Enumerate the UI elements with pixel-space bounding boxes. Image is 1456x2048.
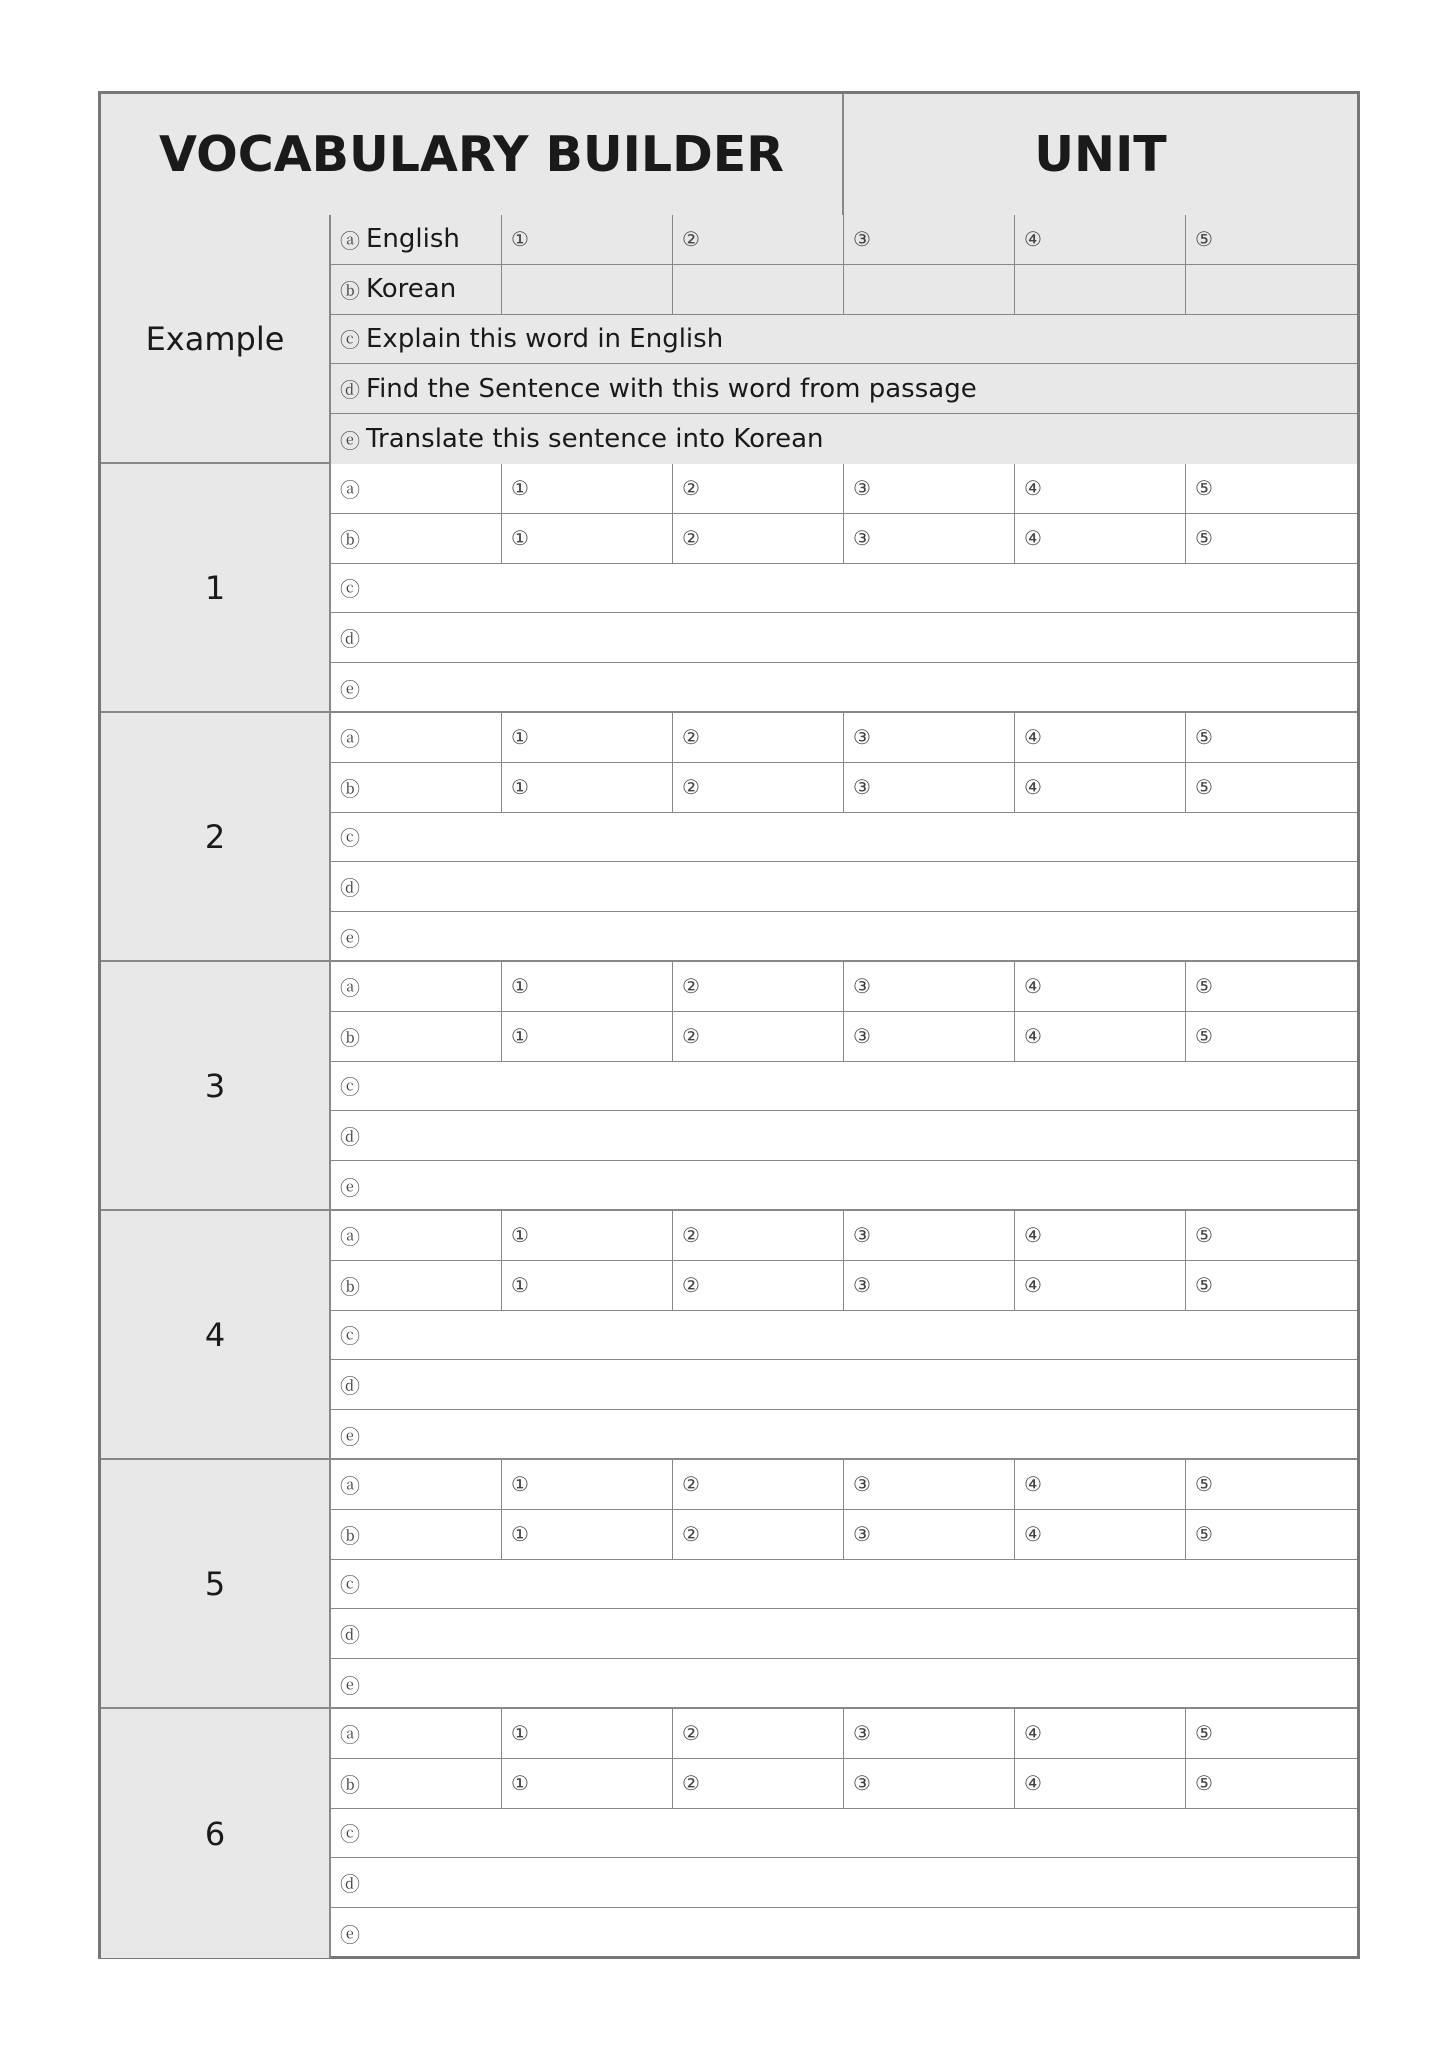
answer-cell[interactable]: [844, 1261, 1015, 1310]
korean-answer-cell[interactable]: [331, 514, 502, 563]
answer-cell[interactable]: [1015, 1460, 1186, 1509]
sentence-row[interactable]: [331, 1360, 1357, 1410]
item-block: [101, 713, 1357, 962]
answer-cell[interactable]: [502, 464, 673, 513]
answer-cell[interactable]: [502, 713, 673, 762]
answer-cell[interactable]: [1186, 1261, 1357, 1310]
num-3: ③: [853, 1721, 871, 1746]
unit-cell[interactable]: [844, 94, 1357, 215]
korean-label: Korean: [366, 274, 457, 305]
marker-a: ⓐ: [340, 477, 360, 502]
example-row-find: [331, 364, 1357, 414]
marker-b: ⓑ: [340, 1274, 360, 1299]
answer-cell[interactable]: [673, 763, 844, 812]
marker-d: ⓓ: [340, 1125, 360, 1150]
english-label: English: [366, 224, 460, 255]
num-4: ④: [1024, 1771, 1042, 1796]
english-row: [331, 962, 1357, 1012]
translation-row[interactable]: [331, 1410, 1357, 1460]
num-2: ②: [682, 1472, 700, 1497]
num-5: ⑤: [1195, 1721, 1213, 1746]
item-number: 2: [101, 713, 331, 960]
num-3: ③: [853, 1024, 871, 1049]
num-3: ③: [853, 1223, 871, 1248]
num-2: ②: [682, 1522, 700, 1547]
answer-cell[interactable]: [1015, 1759, 1186, 1808]
num-2: ②: [682, 476, 700, 501]
marker-a: ⓐ: [340, 726, 360, 751]
english-answer-cell[interactable]: [331, 464, 502, 513]
answer-cell[interactable]: [844, 1709, 1015, 1758]
answer-cell[interactable]: [1186, 713, 1357, 762]
answer-cell[interactable]: [673, 1759, 844, 1808]
answer-cell[interactable]: [673, 713, 844, 762]
korean-row: [331, 1510, 1357, 1560]
answer-cell[interactable]: [502, 1709, 673, 1758]
answer-cell[interactable]: [673, 1460, 844, 1509]
marker-e: ⓔ: [340, 428, 360, 453]
marker-a: ⓐ: [340, 1224, 360, 1249]
marker-e: ⓔ: [340, 1175, 360, 1200]
answer-cell[interactable]: [673, 962, 844, 1011]
english-answer-cell[interactable]: [331, 962, 502, 1011]
english-answer-cell[interactable]: [331, 713, 502, 762]
explain-row[interactable]: [331, 1311, 1357, 1361]
num-5: ⑤: [1195, 227, 1213, 252]
num-3: ③: [853, 775, 871, 800]
translation-row[interactable]: [331, 1659, 1357, 1709]
num-2: ②: [682, 526, 700, 551]
explain-row[interactable]: [331, 813, 1357, 863]
num-5: ⑤: [1195, 1522, 1213, 1547]
korean-row: [331, 1012, 1357, 1062]
num-4: ④: [1024, 974, 1042, 999]
marker-e: ⓔ: [340, 677, 360, 702]
num-1: ①: [511, 974, 529, 999]
english-row: [331, 1709, 1357, 1759]
num-3: ③: [853, 227, 871, 252]
answer-cell[interactable]: [502, 1460, 673, 1509]
item-number: 6: [101, 1709, 331, 1958]
sentence-row[interactable]: [331, 862, 1357, 912]
explain-label: Explain this word in English: [366, 323, 724, 354]
num-2: ②: [682, 1721, 700, 1746]
num-1: ①: [511, 526, 529, 551]
translation-row[interactable]: [331, 663, 1357, 713]
answer-cell[interactable]: [844, 1211, 1015, 1260]
answer-cell[interactable]: [1186, 1211, 1357, 1260]
sentence-row[interactable]: [331, 1111, 1357, 1161]
example-row-korean: [331, 265, 1357, 315]
marker-b: ⓑ: [340, 278, 360, 303]
answer-cell[interactable]: [502, 1211, 673, 1260]
num-1: ①: [511, 1522, 529, 1547]
answer-cell[interactable]: [673, 1211, 844, 1260]
answer-cell[interactable]: [1186, 514, 1357, 563]
answer-cell[interactable]: [1015, 1261, 1186, 1310]
num-4: ④: [1024, 1024, 1042, 1049]
num-4: ④: [1024, 227, 1042, 252]
translation-row[interactable]: [331, 1161, 1357, 1211]
answer-cell[interactable]: [502, 1510, 673, 1559]
marker-c: ⓒ: [340, 826, 360, 851]
marker-d: ⓓ: [340, 1623, 360, 1648]
answer-cell[interactable]: [1015, 713, 1186, 762]
num-5: ⑤: [1195, 526, 1213, 551]
english-answer-cell[interactable]: [331, 1709, 502, 1758]
num-1: ①: [511, 1024, 529, 1049]
answer-cell[interactable]: [844, 962, 1015, 1011]
num-5: ⑤: [1195, 775, 1213, 800]
answer-cell[interactable]: [1015, 1012, 1186, 1061]
find-label: Find the Sentence with this word from passage: [366, 373, 977, 404]
num-2: ②: [682, 1273, 700, 1298]
num-5: ⑤: [1195, 476, 1213, 501]
num-4: ④: [1024, 1721, 1042, 1746]
marker-c: ⓒ: [340, 1822, 360, 1847]
num-2: ②: [682, 1024, 700, 1049]
korean-answer-cell[interactable]: [331, 763, 502, 812]
korean-answer-cell[interactable]: [331, 1261, 502, 1310]
item-block: [101, 464, 1357, 713]
marker-e: ⓔ: [340, 926, 360, 951]
answer-cell[interactable]: [1015, 464, 1186, 513]
korean-answer-cell[interactable]: [331, 1510, 502, 1559]
num-4: ④: [1024, 725, 1042, 750]
marker-c: ⓒ: [340, 328, 360, 353]
example-row-english: [331, 215, 1357, 265]
marker-a: ⓐ: [340, 228, 360, 253]
marker-e: ⓔ: [340, 1673, 360, 1698]
answer-cell[interactable]: [673, 1012, 844, 1061]
marker-b: ⓑ: [340, 1523, 360, 1548]
num-4: ④: [1024, 476, 1042, 501]
marker-d: ⓓ: [340, 627, 360, 652]
num-2: ②: [682, 1223, 700, 1248]
answer-cell[interactable]: [1015, 514, 1186, 563]
num-3: ③: [853, 1273, 871, 1298]
korean-row: [331, 514, 1357, 564]
num-2: ②: [682, 775, 700, 800]
answer-cell[interactable]: [844, 464, 1015, 513]
marker-a: ⓐ: [340, 975, 360, 1000]
answer-cell[interactable]: [673, 1510, 844, 1559]
translate-label: Translate this sentence into Korean: [366, 424, 824, 455]
english-answer-cell[interactable]: [331, 1211, 502, 1260]
num-4: ④: [1024, 526, 1042, 551]
num-1: ①: [511, 1223, 529, 1248]
num-5: ⑤: [1195, 1771, 1213, 1796]
answer-cell[interactable]: [1186, 1759, 1357, 1808]
marker-c: ⓒ: [340, 1324, 360, 1349]
num-4: ④: [1024, 1273, 1042, 1298]
num-3: ③: [853, 1771, 871, 1796]
example-row-explain: [331, 315, 1357, 365]
item-number: 3: [101, 962, 331, 1209]
answer-cell[interactable]: [502, 1759, 673, 1808]
answer-cell[interactable]: [502, 763, 673, 812]
marker-b: ⓑ: [340, 1772, 360, 1797]
marker-b: ⓑ: [340, 776, 360, 801]
marker-b: ⓑ: [340, 527, 360, 552]
marker-a: ⓐ: [340, 1722, 360, 1747]
item-block: [101, 1460, 1357, 1709]
answer-cell[interactable]: [673, 1261, 844, 1310]
answer-cell[interactable]: [1015, 763, 1186, 812]
answer-cell[interactable]: [502, 1261, 673, 1310]
worksheet-header: [101, 94, 1357, 217]
korean-answer-cell[interactable]: [331, 1012, 502, 1061]
item-number: 5: [101, 1460, 331, 1707]
item-number: 4: [101, 1211, 331, 1458]
num-3: ③: [853, 974, 871, 999]
answer-cell[interactable]: [1015, 1510, 1186, 1559]
answer-cell[interactable]: [673, 1709, 844, 1758]
num-1: ①: [511, 1273, 529, 1298]
num-3: ③: [853, 725, 871, 750]
marker-c: ⓒ: [340, 577, 360, 602]
answer-cell[interactable]: [502, 514, 673, 563]
explain-row[interactable]: [331, 1560, 1357, 1610]
num-4: ④: [1024, 1522, 1042, 1547]
answer-cell[interactable]: [844, 1759, 1015, 1808]
answer-cell[interactable]: [502, 962, 673, 1011]
num-5: ⑤: [1195, 1223, 1213, 1248]
num-1: ①: [511, 725, 529, 750]
num-2: ②: [682, 1771, 700, 1796]
explain-row[interactable]: [331, 564, 1357, 614]
explain-row[interactable]: [331, 1062, 1357, 1112]
english-row: [331, 713, 1357, 763]
answer-cell[interactable]: [673, 514, 844, 563]
sentence-row[interactable]: [331, 1609, 1357, 1659]
marker-d: ⓓ: [340, 876, 360, 901]
english-row: [331, 464, 1357, 514]
sentence-row[interactable]: [331, 1858, 1357, 1908]
english-row: [331, 1211, 1357, 1261]
sentence-row[interactable]: [331, 613, 1357, 663]
item-block: [101, 1211, 1357, 1460]
korean-answer-cell[interactable]: [331, 1759, 502, 1808]
num-1: ①: [511, 775, 529, 800]
vocabulary-worksheet: [98, 91, 1360, 1959]
answer-cell[interactable]: [844, 1510, 1015, 1559]
translation-row[interactable]: [331, 1908, 1357, 1958]
marker-b: ⓑ: [340, 1025, 360, 1050]
answer-cell[interactable]: [844, 1012, 1015, 1061]
korean-row: [331, 763, 1357, 813]
explain-row[interactable]: [331, 1809, 1357, 1859]
num-1: ①: [511, 476, 529, 501]
num-4: ④: [1024, 1472, 1042, 1497]
num-1: ①: [511, 227, 529, 252]
title-cell: [101, 94, 844, 215]
num-5: ⑤: [1195, 1472, 1213, 1497]
answer-cell[interactable]: [1186, 962, 1357, 1011]
korean-row: [331, 1759, 1357, 1809]
num-3: ③: [853, 526, 871, 551]
answer-cell[interactable]: [1186, 464, 1357, 513]
item-number: 1: [101, 464, 331, 711]
answer-cell[interactable]: [1015, 962, 1186, 1011]
marker-e: ⓔ: [340, 1424, 360, 1449]
marker-d: ⓓ: [340, 1872, 360, 1897]
unit-label: UNIT: [1034, 126, 1167, 183]
num-5: ⑤: [1195, 1024, 1213, 1049]
answer-cell[interactable]: [1015, 1709, 1186, 1758]
num-1: ①: [511, 1721, 529, 1746]
marker-d: ⓓ: [340, 378, 360, 403]
num-1: ①: [511, 1472, 529, 1497]
item-block: [101, 1709, 1357, 1958]
marker-c: ⓒ: [340, 1075, 360, 1100]
answer-cell[interactable]: [1186, 1460, 1357, 1509]
num-3: ③: [853, 1472, 871, 1497]
answer-cell[interactable]: [844, 713, 1015, 762]
num-5: ⑤: [1195, 725, 1213, 750]
answer-cell[interactable]: [502, 1012, 673, 1061]
answer-cell[interactable]: [1015, 1211, 1186, 1260]
example-label: Example: [101, 215, 331, 462]
marker-a: ⓐ: [340, 1473, 360, 1498]
num-2: ②: [682, 725, 700, 750]
num-2: ②: [682, 974, 700, 999]
num-3: ③: [853, 476, 871, 501]
num-1: ①: [511, 1771, 529, 1796]
marker-c: ⓒ: [340, 1573, 360, 1598]
answer-cell[interactable]: [1186, 1012, 1357, 1061]
example-row-translate: [331, 414, 1357, 464]
num-4: ④: [1024, 1223, 1042, 1248]
answer-cell[interactable]: [844, 763, 1015, 812]
answer-cell[interactable]: [1186, 1510, 1357, 1559]
num-4: ④: [1024, 775, 1042, 800]
korean-row: [331, 1261, 1357, 1311]
num-5: ⑤: [1195, 1273, 1213, 1298]
english-row: [331, 1460, 1357, 1510]
marker-d: ⓓ: [340, 1374, 360, 1399]
answer-cell[interactable]: [844, 1460, 1015, 1509]
item-block: [101, 962, 1357, 1211]
translation-row[interactable]: [331, 912, 1357, 962]
example-block: [101, 215, 1357, 464]
english-answer-cell[interactable]: [331, 1460, 502, 1509]
num-3: ③: [853, 1522, 871, 1547]
num-5: ⑤: [1195, 974, 1213, 999]
worksheet-title: VOCABULARY BUILDER: [159, 126, 784, 183]
answer-cell[interactable]: [844, 514, 1015, 563]
answer-cell[interactable]: [673, 464, 844, 513]
answer-cell[interactable]: [1186, 763, 1357, 812]
answer-cell[interactable]: [1186, 1709, 1357, 1758]
marker-e: ⓔ: [340, 1922, 360, 1947]
num-2: ②: [682, 227, 700, 252]
